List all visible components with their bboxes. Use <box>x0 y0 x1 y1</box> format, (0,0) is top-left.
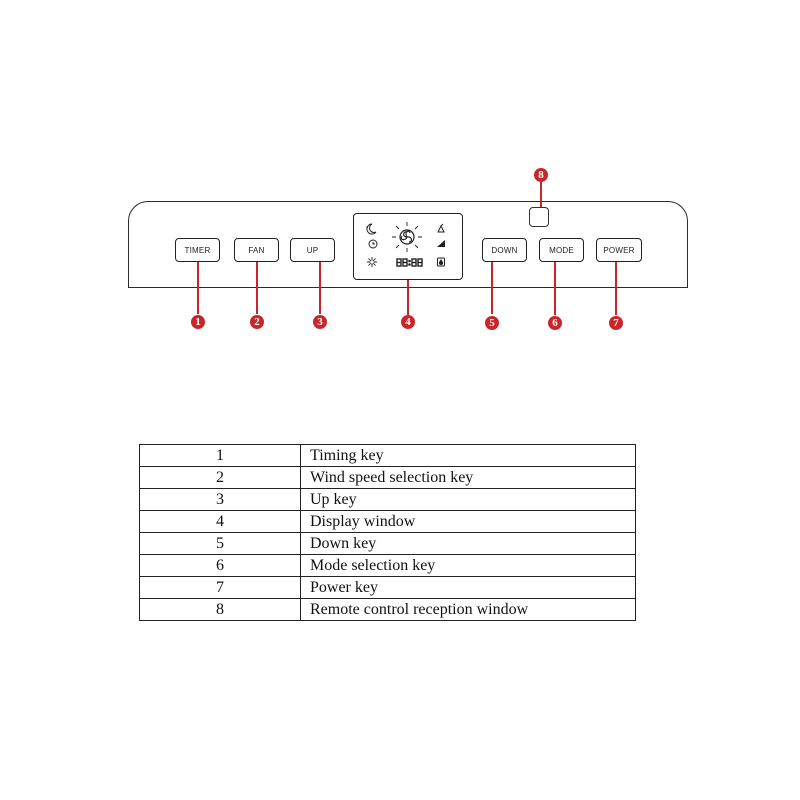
legend-description: Mode selection key <box>301 555 636 577</box>
callout-marker-4: 4 <box>401 315 415 329</box>
sun-heat-icon <box>367 257 377 267</box>
legend-description: Display window <box>301 511 636 533</box>
table-row <box>140 577 636 599</box>
callout-marker-2: 2 <box>250 315 264 329</box>
leader-line-4 <box>407 280 409 315</box>
legend-number: 8 <box>140 599 301 621</box>
callout-marker-5: 5 <box>485 316 499 330</box>
callout-marker-8: 8 <box>534 168 548 182</box>
sleep-moon-icon <box>366 224 376 234</box>
up-key[interactable]: UP <box>290 238 335 262</box>
table-row <box>140 533 636 555</box>
svg-text:z: z <box>366 224 368 229</box>
legend-number: 2 <box>140 467 301 489</box>
leader-line-5 <box>491 262 493 314</box>
legend-description: Power key <box>301 577 636 599</box>
legend-description: Down key <box>301 533 636 555</box>
legend-number: 7 <box>140 577 301 599</box>
table-row <box>140 489 636 511</box>
table-row <box>140 555 636 577</box>
legend-number: 4 <box>140 511 301 533</box>
leader-line-8 <box>540 182 542 207</box>
down-key[interactable]: DOWN <box>482 238 527 262</box>
digit-display <box>397 259 422 266</box>
legend-table <box>139 444 636 621</box>
legend-number: 6 <box>140 555 301 577</box>
legend-number: 5 <box>140 533 301 555</box>
callout-marker-6: 6 <box>548 316 562 330</box>
clock-timer-icon <box>369 240 377 248</box>
legend-number: 1 <box>140 445 301 467</box>
callout-marker-7: 7 <box>609 316 623 330</box>
display-icons <box>353 213 463 280</box>
callout-marker-1: 1 <box>191 315 205 329</box>
legend-description: Wind speed selection key <box>301 467 636 489</box>
leader-line-3 <box>319 262 321 314</box>
table-row <box>140 467 636 489</box>
table-row <box>140 511 636 533</box>
fan-speed-icon <box>392 222 422 252</box>
leader-line-1 <box>197 262 199 314</box>
remote-reception-window <box>529 207 549 227</box>
cool-mode-icon <box>438 224 444 232</box>
water-tank-icon <box>438 258 445 266</box>
legend-body <box>140 445 636 621</box>
timer-key[interactable]: TIMER <box>175 238 220 262</box>
leader-line-6 <box>554 262 556 315</box>
legend-description: Up key <box>301 489 636 511</box>
leader-line-7 <box>615 262 617 315</box>
signal-level-icon <box>437 240 445 247</box>
legend-description: Remote control reception window <box>301 599 636 621</box>
table-row <box>140 445 636 467</box>
legend-number: 3 <box>140 489 301 511</box>
table-row <box>140 599 636 621</box>
callout-marker-3: 3 <box>313 315 327 329</box>
legend-description: Timing key <box>301 445 636 467</box>
leader-line-2 <box>256 262 258 314</box>
fan-key[interactable]: FAN <box>234 238 279 262</box>
power-key[interactable]: POWER <box>596 238 642 262</box>
mode-key[interactable]: MODE <box>539 238 584 262</box>
